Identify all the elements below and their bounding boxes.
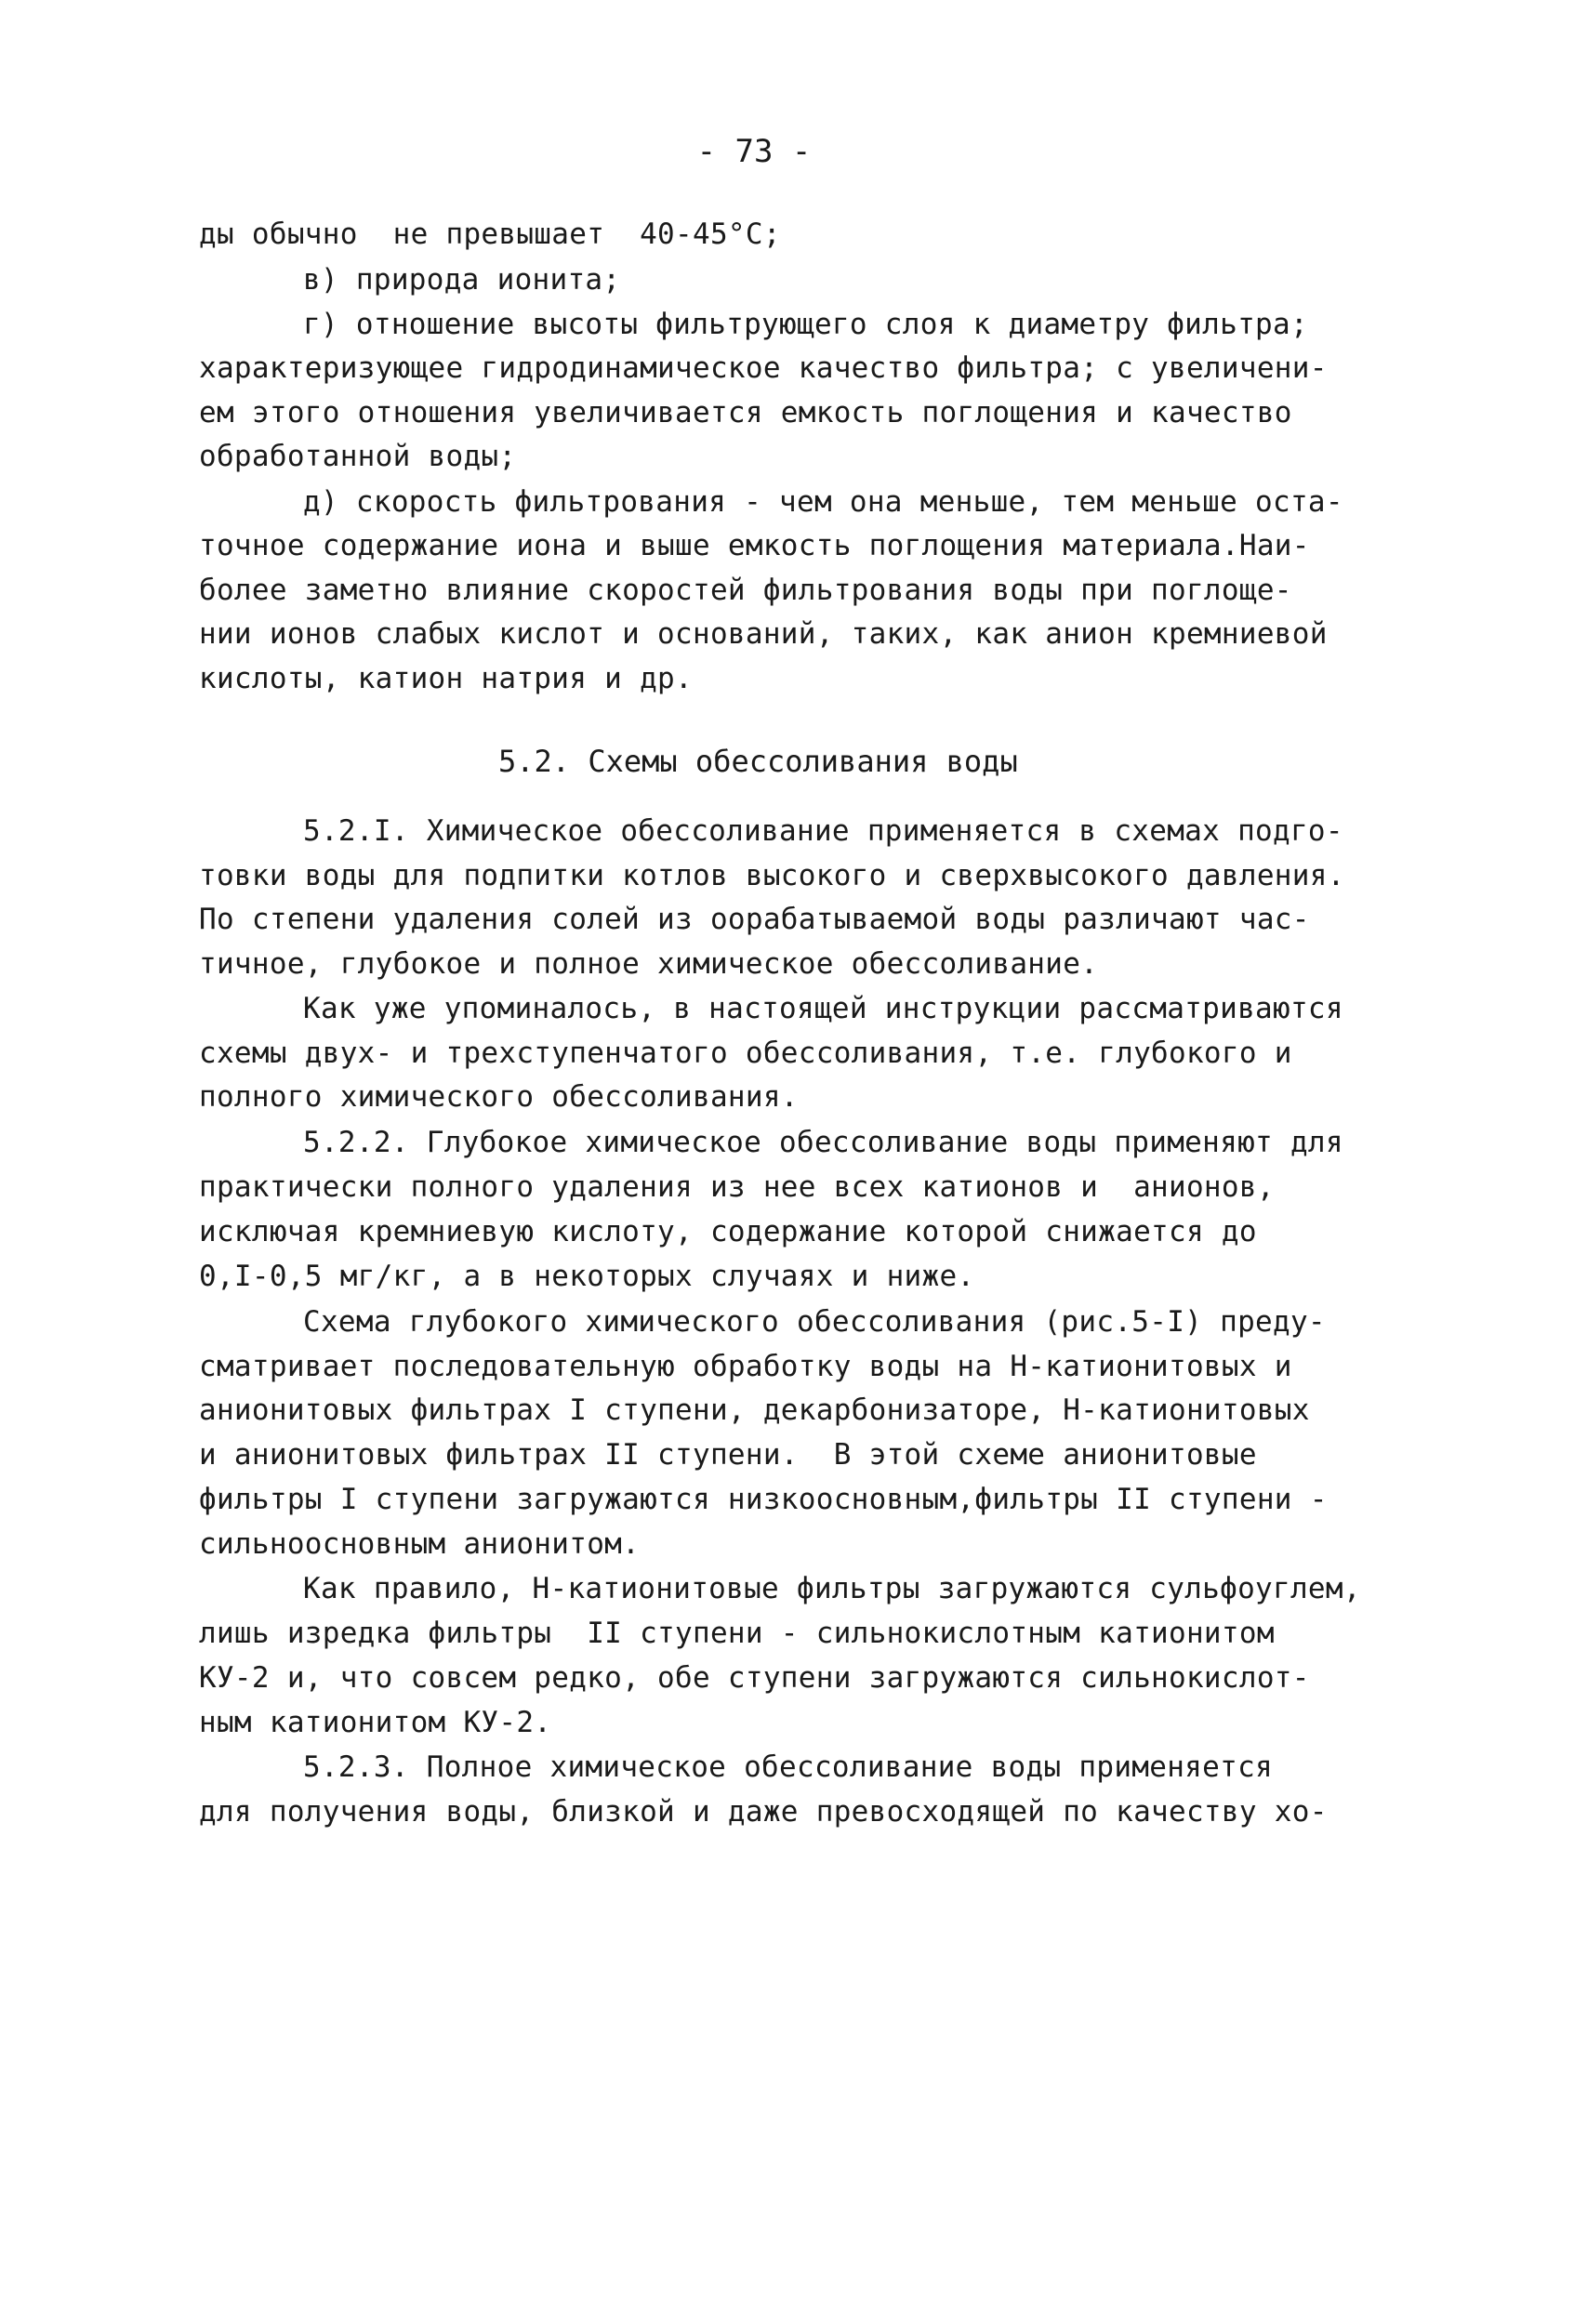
text-line-17: схемы двух- и трехступенчатого обессоливания, т.е. глубокого и: [199, 1037, 1292, 1070]
text-line-25: анионитовых фильтрах I ступени, декарбонизаторе, Н-катионитовых: [199, 1393, 1310, 1427]
text-line-29: Как правило, Н-катионитовые фильтры загружаются сульфоуглем,: [303, 1572, 1361, 1605]
text-line-24: сматривает последовательную обработку воды на Н-катионитовых и: [199, 1350, 1292, 1383]
section-heading: 5.2. Схемы обессоливания воды: [498, 744, 1018, 779]
text-line-14: По степени удаления солей из оорабатываемой воды различают час-: [199, 903, 1310, 936]
text-line-18: полного химического обессоливания.: [199, 1080, 799, 1114]
text-line-31: КУ-2 и, что совсем редко, обе ступени загружаются сильнокислот-: [199, 1661, 1310, 1695]
text-line-19: 5.2.2. Глубокое химическое обессоливание воды применяют для: [303, 1126, 1343, 1159]
text-line-23: Схема глубокого химического обессоливания (рис.5-I) преду-: [303, 1305, 1326, 1339]
text-line-11: кислоты, катион натрия и др.: [199, 662, 693, 695]
page-number: - 73 -: [696, 133, 812, 170]
text-line-3: г) отношение высоты фильтрующего слоя к диаметру фильтра;: [303, 308, 1308, 341]
text-line-30: лишь изредка фильтры II ступени - сильнокислотным катионитом: [199, 1617, 1275, 1650]
text-line-1: ды обычно не превышает 40-45°C;: [199, 218, 781, 251]
text-line-34: для получения воды, близкой и даже превосходящей по качеству хо-: [199, 1795, 1328, 1829]
text-line-22: 0,I-0,5 мг/кг, а в некоторых случаях и ниже.: [199, 1260, 975, 1293]
text-line-33: 5.2.3. Полное химическое обессоливание воды применяется: [303, 1750, 1273, 1784]
text-line-6: обработанной воды;: [199, 440, 517, 473]
text-line-5: ем этого отношения увеличивается емкость поглощения и качество: [199, 396, 1292, 429]
text-line-12: 5.2.I. Химическое обессоливание применяется в схемах подго-: [303, 814, 1343, 848]
text-line-13: товки воды для подпитки котлов высокого и сверхвысокого давления.: [199, 859, 1345, 892]
text-line-2: в) природа ионита;: [303, 263, 621, 297]
text-line-4: характеризующее гидродинамическое качество фильтра; с увеличени-: [199, 351, 1328, 385]
text-line-32: ным катионитом КУ-2.: [199, 1706, 552, 1739]
text-line-8: точное содержание иона и выше емкость поглощения материала.Наи-: [199, 529, 1310, 562]
text-line-26: и анионитовых фильтрах II ступени. В этой схеме анионитовые: [199, 1438, 1257, 1472]
text-line-15: тичное, глубокое и полное химическое обессоливание.: [199, 947, 1099, 981]
text-line-27: фильтры I ступени загружаются низкоосновным,фильтры II ступени -: [199, 1483, 1328, 1516]
text-line-10: нии ионов слабых кислот и оснований, таких, как анион кремниевой: [199, 617, 1328, 651]
text-line-9: более заметно влияние скоростей фильтрования воды при поглоще-: [199, 574, 1292, 607]
text-line-16: Как уже упоминалось, в настоящей инструкции рассматриваются: [303, 992, 1343, 1025]
text-line-21: исключая кремниевую кислоту, содержание которой снижается до: [199, 1215, 1257, 1248]
text-line-7: д) скорость фильтрования - чем она меньше, тем меньше оста-: [303, 485, 1343, 519]
text-line-28: сильноосновным анионитом.: [199, 1527, 641, 1561]
text-line-20: практически полного удаления из нее всех катионов и анионов,: [199, 1170, 1275, 1204]
